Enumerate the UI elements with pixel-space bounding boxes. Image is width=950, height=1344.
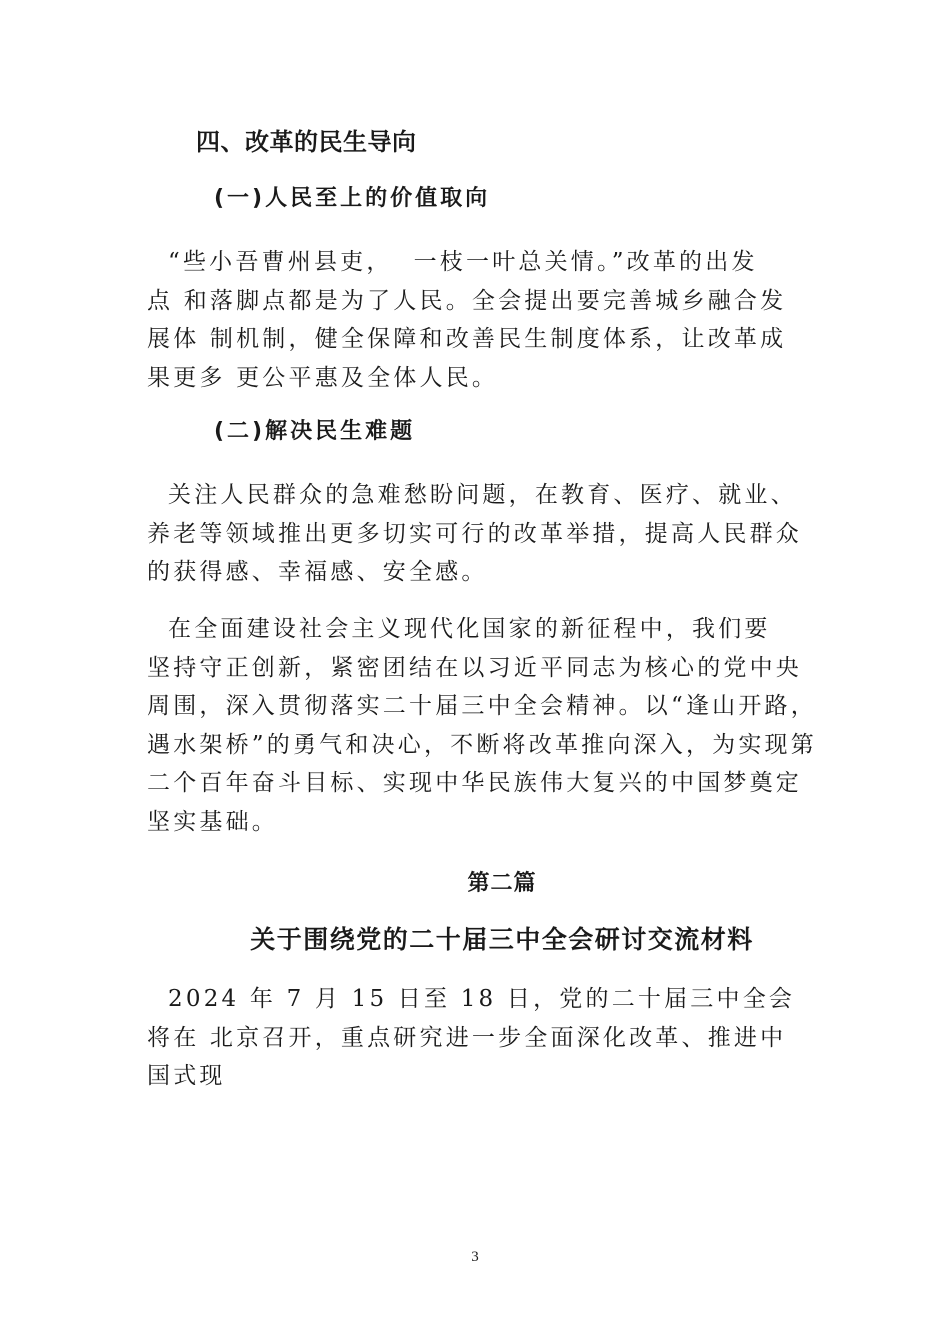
paragraph-line: 点 和落脚点都是为了人民。全会提出要完善城乡融合发 — [147, 287, 787, 314]
paragraph-line: 二个百年奋斗目标、实现中华民族伟大复兴的中国梦奠定 — [147, 770, 802, 796]
paragraph-livelihood — [147, 476, 819, 592]
paragraph-line: 坚实基础。 — [147, 808, 278, 835]
paragraph-line: 将在 北京召开，重点研究进一步全面深化改革、推进中 — [147, 1024, 787, 1051]
paragraph-line: 关注人民群众的急难愁盼问题，在教育、医疗、就业、 — [147, 482, 797, 508]
page-number: 3 — [471, 1249, 479, 1265]
paragraph-line: “些小吾曹州县吏， 一枝一叶总关情。”改革的出发 — [147, 249, 758, 275]
sub-heading-people-first: (一)人民至上的价值取向 — [214, 186, 491, 211]
part-label: 第二篇 — [467, 871, 537, 896]
paragraph-line: 国式现 — [147, 1063, 226, 1089]
part-title: 关于围绕党的二十届三中全会研讨交流材料 — [250, 925, 754, 954]
paragraph-line: 养老等领域推出更多切实可行的改革举措，提高人民群众 — [147, 520, 802, 547]
paragraph-conclusion — [147, 610, 819, 841]
paragraph-line: 周围，深入贯彻落实二十届三中全会精神。以“逢山开路， — [147, 693, 817, 719]
sub-heading-livelihood: (二)解决民生难题 — [214, 419, 416, 444]
paragraph-line: 2024 年 7 月 15 日至 18 日，党的二十届三中全会 — [147, 986, 796, 1012]
paragraph-line: 坚持守正创新，紧密团结在以习近平同志为核心的党中央 — [147, 654, 802, 681]
paragraph-line: 展体 制机制，健全保障和改善民生制度体系，让改革成 — [147, 326, 787, 352]
paragraph-plenum-date — [147, 980, 819, 1096]
section-heading: 四、改革的民生导向 — [196, 128, 417, 156]
paragraph-line: 遇水架桥”的勇气和决心，不断将改革推向深入，为实现第 — [147, 731, 817, 758]
paragraph-line: 的获得感、幸福感、安全感。 — [147, 559, 488, 585]
paragraph-line: 在全面建设社会主义现代化国家的新征程中，我们要 — [147, 616, 771, 642]
paragraph-people-first — [147, 243, 819, 397]
paragraph-line: 果更多 更公平惠及全体人民。 — [147, 364, 499, 391]
